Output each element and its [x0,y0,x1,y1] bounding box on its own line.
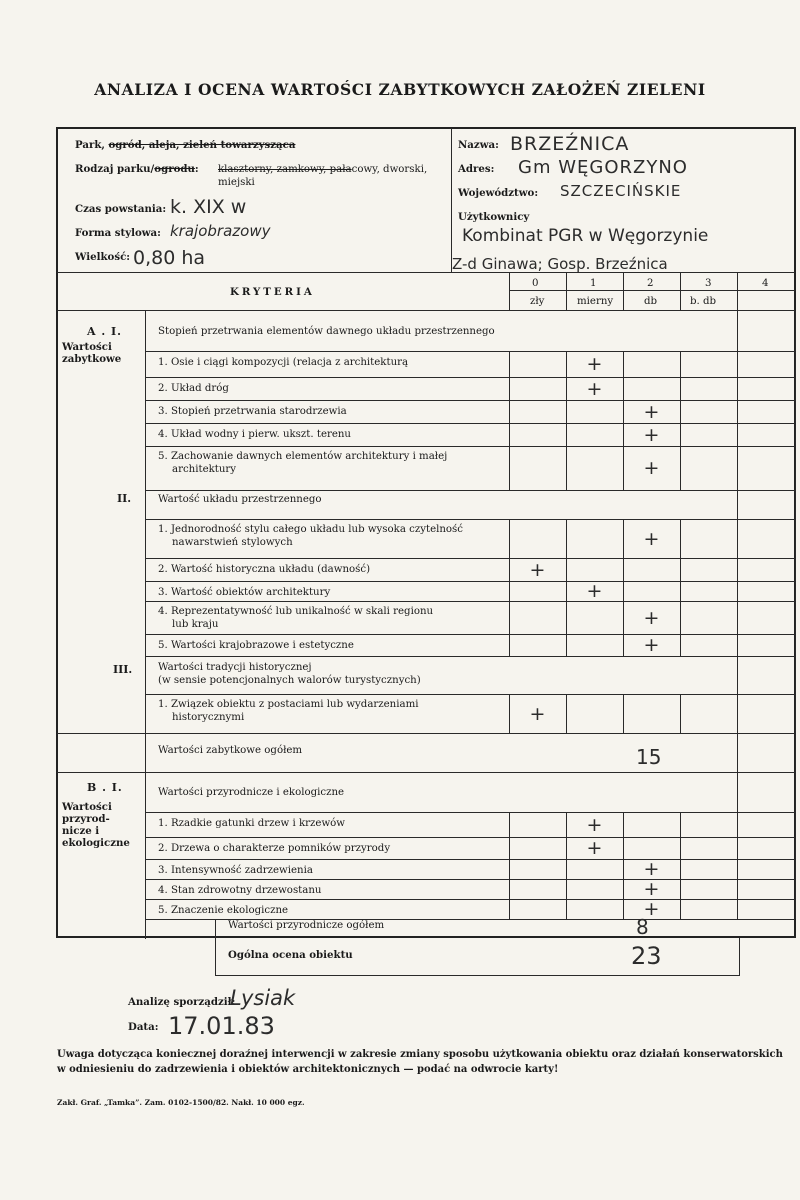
grade-label-mierny: mierny [577,296,614,307]
grade-header-bottom [57,310,795,311]
grade-column-line [680,879,681,899]
grade-column-line [623,859,624,879]
criterion-label: 3. Intensywność zadrzewienia [158,865,313,876]
criterion-label-cont: lub kraju [172,619,219,630]
section-b-total-value: 8 [636,915,649,939]
czas-label: Czas powstania: [75,203,167,215]
row-line [145,837,795,838]
grade-column-line [737,879,738,899]
wielkosc-value: 0,80 ha [133,247,206,269]
grade-column-line [795,879,796,899]
grade-column-line [509,400,510,423]
grade-column-line [680,558,681,581]
grade-column-line [737,446,738,490]
grade-column-line [509,423,510,446]
grade-column-line [795,351,796,377]
grade-mark: + [529,702,546,725]
grade-column-line [680,837,681,859]
grade-column-line [795,446,796,490]
grade-column-line [509,837,510,859]
section-a-ii-title: Wartość układu przestrzennego [158,494,322,505]
row-line [145,812,795,813]
grade-column-line [795,311,796,351]
grade-column-line [795,772,796,812]
grade-column-line [737,601,738,634]
park-type-label: Park, ogród, aleja, zieleń towarzysząca [75,139,296,151]
row-line [145,899,795,900]
grade-column-line [566,634,567,656]
criterion-label-cont: historycznymi [172,712,245,723]
row-line [145,581,795,582]
criterion-label: 5. Znaczenie ekologiczne [158,905,289,916]
grade-column-line [680,423,681,446]
grade-column-line [795,558,796,581]
forma-value: krajobrazowy [170,222,271,240]
row-line [145,400,795,401]
grade-column-line [795,490,796,519]
grade-column-line [737,351,738,377]
grade-column-line [623,446,624,490]
grade-column-line [566,446,567,490]
grade-column-line [509,601,510,634]
grade-mark: + [586,353,603,375]
row-line [145,656,795,657]
grade-column-line [623,634,624,656]
grade-mark: + [586,377,603,400]
grade-column-line [623,519,624,558]
grade-column-line [623,377,624,400]
grade-column-line [566,581,567,601]
col-line [737,273,738,311]
row-line [145,423,795,424]
adres-label: Adres: [458,163,495,175]
grade-0: 0 [532,278,539,289]
grade-column-line [737,656,738,694]
grade-mark: + [529,558,546,581]
row-line [57,733,795,734]
grade-column-line [566,400,567,423]
grade-column-line [623,351,624,377]
grade-column-line [795,400,796,423]
grade-column-line [737,311,738,351]
total-row-divider [215,919,216,939]
grade-column-line [566,837,567,859]
nazwa-value: BRZEŹNICA [510,133,630,155]
grade-column-line [795,656,796,694]
section-a-total-value: 15 [636,745,662,769]
analyzed-signature: Lysiak [230,986,296,1010]
grade-mark: + [586,813,603,836]
grade-column-line [509,879,510,899]
row-line [145,694,795,695]
left-column-divider [145,311,146,939]
section-b-title: Wartości przyrodnicze i ekologiczne [158,787,345,798]
section-a-i-title: Stopień przetrwania elementów dawnego układu przestrzennego [158,326,495,337]
grade-column-line [795,694,796,733]
grade-mark: + [643,423,660,446]
section-b-label-1: Wartości [62,801,112,813]
header-divider [451,128,452,273]
grade-column-line [509,377,510,400]
grade-column-line [737,400,738,423]
wojewodztwo-label: Województwo: [458,187,539,199]
grade-mark: + [643,457,660,479]
row-line [145,490,795,491]
grade-column-line [566,377,567,400]
section-a-total-label: Wartości zabytkowe ogółem [158,745,303,756]
overall-value: 23 [631,942,662,970]
grade-column-line [737,377,738,400]
grade-column-line [566,694,567,733]
grade-3: 3 [705,278,712,289]
rodzaj-options-line2: miejski [218,177,255,188]
section-a-ii-code: II. [117,492,132,505]
row-line [145,351,795,352]
criterion-label-cont: nawarstwień stylowych [172,537,293,548]
grade-column-line [623,601,624,634]
uzytkownicy-line2: Z-d Ginawa; Gosp. Brzeźnica [452,255,668,273]
grade-4: 4 [762,278,769,289]
section-b-label-4: ekologiczne [62,837,130,849]
grade-column-line [509,558,510,581]
uzytkownicy-line1: Kombinat PGR w Węgorzynie [462,226,709,246]
grade-column-line [566,601,567,634]
grade-column-line [795,837,796,859]
nazwa-label: Nazwa: [458,139,499,151]
section-a-code: A . I. [87,325,122,338]
forma-label: Forma stylowa: [75,227,161,239]
grade-column-line [509,581,510,601]
grade-column-line [680,899,681,919]
grade-column-line [737,812,738,837]
header-bottom-line [57,272,795,273]
grade-column-line [566,812,567,837]
note-line-2: w odniesieniu do zadrzewienia i obiektów architektonicznych — podać na odwrocie karty! [57,1064,559,1075]
grade-column-line [509,519,510,558]
criterion-label: 2. Układ dróg [158,383,229,394]
wielkosc-label: Wielkość: [75,251,131,263]
criterion-label-cont: architektury [172,464,237,475]
grade-column-line [623,581,624,601]
grade-column-line [795,859,796,879]
section-b-code: B . I. [87,781,123,794]
grade-column-line [566,423,567,446]
grade-mark: + [643,878,660,900]
kryteria-label: KRYTERIA [230,286,315,298]
czas-value: k. XIX w [170,196,247,218]
section-b-label-2: przyrod- [62,813,110,825]
criterion-label: 2. Wartość historyczna układu (dawność) [158,564,371,575]
section-b-total-label: Wartości przyrodnicze ogółem [228,920,385,931]
grade-column-line [623,400,624,423]
criterion-label: 3. Stopień przetrwania starodrzewia [158,406,347,417]
row-line [145,859,795,860]
col-line [623,273,624,311]
grade-column-line [795,377,796,400]
grade-mark: + [586,837,603,859]
grade-column-line [737,837,738,859]
grade-label-bdb: b. db [690,296,717,307]
criterion-label: 2. Drzewa o charakterze pomników przyrody [158,843,391,854]
criterion-label: 1. Rzadkie gatunki drzew i krzewów [158,818,346,829]
row-line [145,446,795,447]
section-a-label-2: zabytkowe [62,353,122,365]
grade-column-line [509,446,510,490]
grade-column-line [737,423,738,446]
grade-mark: + [643,858,660,880]
analyzed-label: Analizę sporządził: [128,996,236,1008]
grade-column-line [737,859,738,879]
grade-column-line [623,899,624,919]
grade-column-line [623,837,624,859]
col-line [680,273,681,311]
section-divider [57,772,795,773]
grade-mark: + [643,634,660,656]
criterion-label: 4. Układ wodny i pierw. ukszt. terenu [158,429,351,440]
grade-column-line [509,694,510,733]
grade-column-line [795,733,796,772]
grade-column-line [737,733,738,772]
overall-label: Ogólna ocena obiektu [228,949,353,961]
row-line [145,377,795,378]
grade-number-line [509,290,795,291]
row-line [145,558,795,559]
grade-column-line [680,377,681,400]
grade-column-line [509,351,510,377]
form-title: ANALIZA I OCENA WARTOŚCI ZABYTKOWYCH ZAŁOŻEŃ ZIELENI [94,80,706,99]
criterion-label: 4. Reprezentatywność lub unikalność w skali regionu [158,606,434,617]
grade-column-line [566,558,567,581]
col-line [566,273,567,311]
grade-mark: + [643,527,660,550]
grade-column-line [737,899,738,919]
grade-column-line [680,351,681,377]
grade-column-line [566,859,567,879]
grade-column-line [566,351,567,377]
wojewodztwo-value: SZCZECIŃSKIE [560,182,682,200]
grade-mark: + [643,606,660,629]
grade-column-line [795,423,796,446]
grade-label-zly: zły [530,296,545,307]
date-label: Data: [128,1021,159,1033]
grade-2: 2 [647,278,654,289]
grade-column-line [680,634,681,656]
print-info: Zakł. Graf. „Tamka”. Zam. 0102-1500/82. Nakł. 10 000 egz. [57,1098,305,1107]
grade-column-line [680,519,681,558]
row-line [145,601,795,602]
section-a-iii-title-2: (w sensie potencjonalnych walorów turystycznych) [158,675,421,686]
grade-mark: + [586,580,603,602]
rodzaj-options: klasztorny, zamkowy, pałacowy, dworski, [218,164,428,175]
criterion-label: 4. Stan zdrowotny drzewostanu [158,885,322,896]
grade-column-line [680,812,681,837]
grade-column-line [566,879,567,899]
uzytkownicy-label: Użytkownicy [458,211,530,223]
rodzaj-label: Rodzaj parku/ogrodu: [75,163,199,175]
grade-column-line [509,859,510,879]
grade-column-line [680,446,681,490]
grade-column-line [795,812,796,837]
grade-column-line [680,400,681,423]
row-line [145,519,795,520]
grade-column-line [795,519,796,558]
grade-column-line [795,899,796,919]
grade-column-line [566,519,567,558]
row-line [145,919,795,920]
grade-column-line [737,772,738,812]
criterion-label: 1. Związek obiektu z postaciami lub wydarzeniami [158,699,419,710]
section-a-label-1: Wartości [62,341,112,353]
date-value: 17.01.83 [168,1012,275,1040]
row-line [145,634,795,635]
grade-column-line [737,490,738,519]
grade-column-line [795,601,796,634]
grade-column-line [509,899,510,919]
grade-column-line [509,634,510,656]
criterion-label: 3. Wartość obiektów architektury [158,587,331,598]
grade-column-line [680,581,681,601]
grade-column-line [680,694,681,733]
grade-column-line [566,899,567,919]
criterion-label: 5. Zachowanie dawnych elementów architektury i małej [158,451,448,462]
grade-column-line [623,558,624,581]
grade-column-line [509,812,510,837]
grade-1: 1 [590,278,597,289]
grade-column-line [795,634,796,656]
section-a-iii-title-1: Wartości tradycji historycznej [158,662,312,673]
section-a-iii-code: III. [113,663,133,676]
adres-value: Gm WĘGORZYNO [518,157,688,178]
grade-column-line [737,694,738,733]
note-line-1: Uwaga dotycząca koniecznej doraźnej interwencji w zakresie zmiany sposobu użytkowania obiektu oraz działań konserwatorskich [57,1049,783,1060]
criterion-label: 1. Jednorodność stylu całego układu lub wysoka czytelność [158,524,463,535]
grade-column-line [737,558,738,581]
grade-column-line [623,879,624,899]
grade-column-line [795,581,796,601]
grade-column-line [737,519,738,558]
grade-column-line [737,634,738,656]
grade-column-line [623,423,624,446]
grade-column-line [623,694,624,733]
grade-column-line [680,859,681,879]
criterion-label: 5. Wartości krajobrazowe i estetyczne [158,640,354,651]
grade-label-db: db [644,296,658,307]
section-b-label-3: nicze i [62,825,100,837]
grade-column-line [623,812,624,837]
grade-column-line [737,581,738,601]
grade-mark: + [643,898,660,920]
criterion-label: 1. Osie i ciągi kompozycji (relacja z architekturą [158,357,409,368]
grade-mark: + [643,400,660,423]
grade-column-line [680,601,681,634]
row-line [145,879,795,880]
col-line [509,290,510,311]
